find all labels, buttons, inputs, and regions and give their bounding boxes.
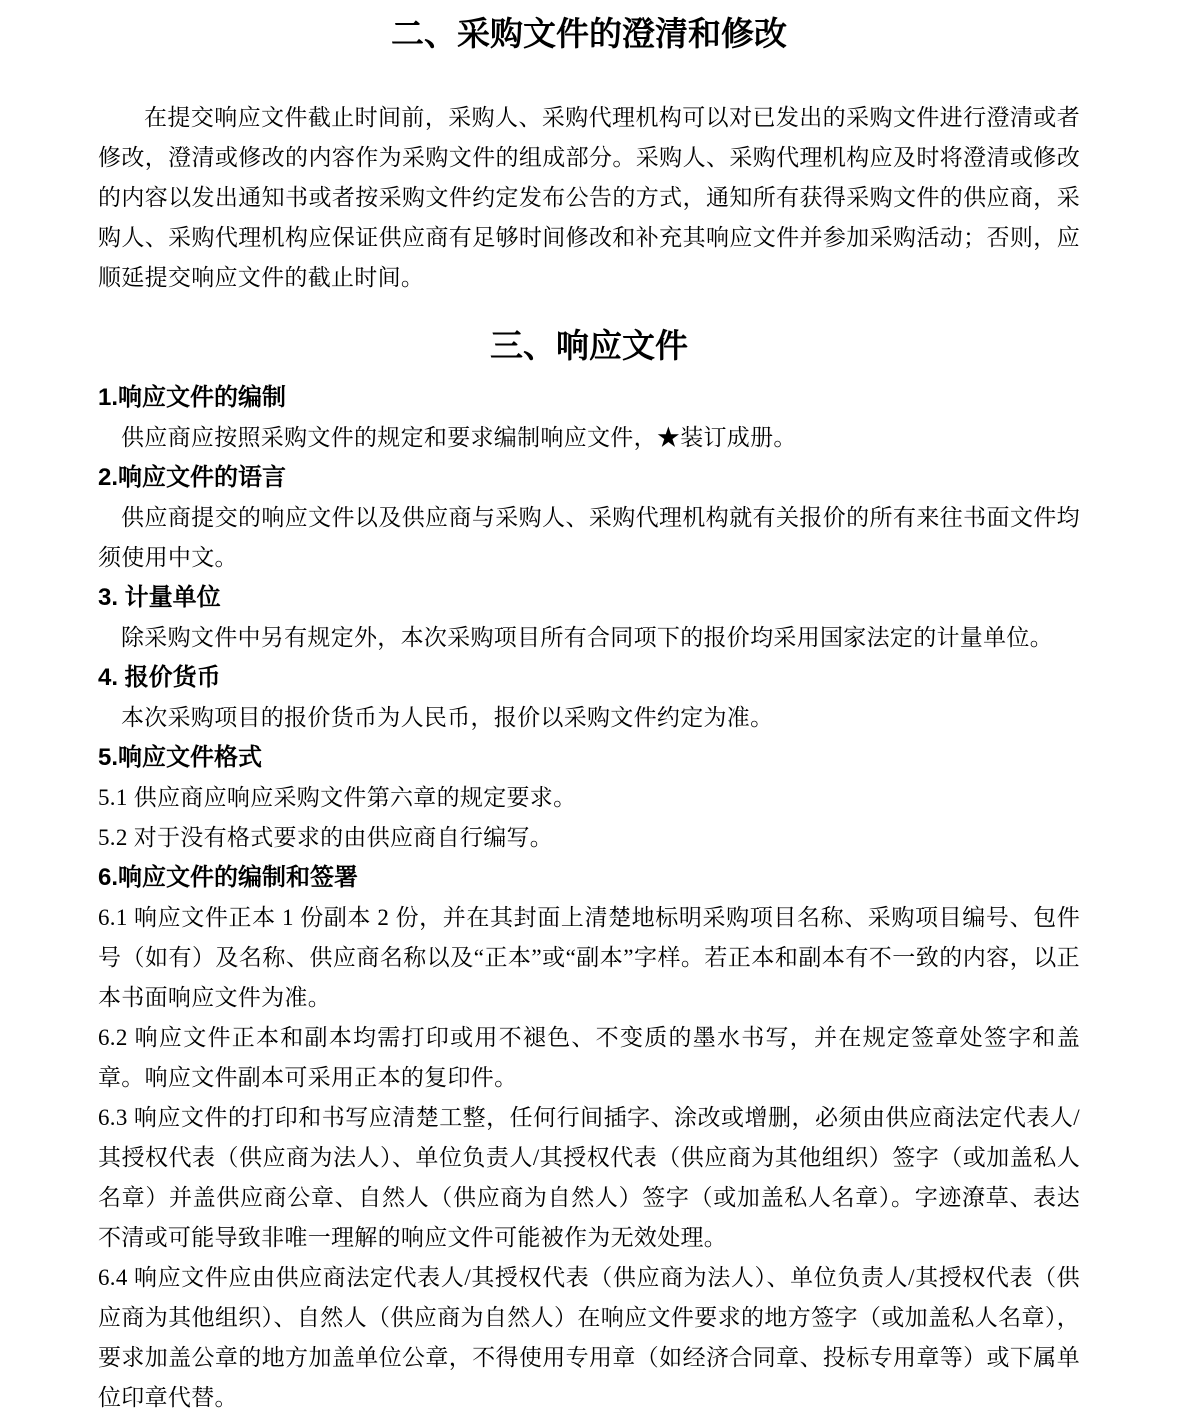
item-6-paragraph-6-1: 6.1 响应文件正本 1 份副本 2 份，并在其封面上清楚地标明采购项目名称、采购项目编号、包件号（如有）及名称、供应商名称以及“正本”或“副本”字样。若正本和副本有不一致的内容，以正本书面响应文件为准。 [98, 905, 1080, 1010]
item-5-paragraph-5-2: 5.2 对于没有格式要求的由供应商自行编写。 [98, 825, 554, 850]
item-6-paragraph-6-3: 6.3 响应文件的打印和书写应清楚工整，任何行间插字、涂改或增删，必须由供应商法定代表人/其授权代表（供应商为法人）、单位负责人/其授权代表（供应商为其他组织）签字（或加盖私人名章）并盖供应商公章、自然人（供应商为自然人）签字（或加盖私人名章）。字迹潦草、表达不清或可能导致非唯一理解的响应文件可能被作为无效处理。 [98, 1105, 1080, 1250]
section-clarification-title: 二、采购文件的澄清和修改 [391, 17, 787, 53]
section-clarification-paragraph: 在提交响应文件截止时间前，采购人、采购代理机构可以对已发出的采购文件进行澄清或者修改，澄清或修改的内容作为采购文件的组成部分。采购人、采购代理机构应及时将澄清或修改的内容以发出通知书或者按采购文件约定发布公告的方式，通知所有获得采购文件的供应商，采购人、采购代理机构应保证供应商有足够时间修改和补充其响应文件并参加采购活动；否则，应顺延提交响应文件的截止时间。 [98, 105, 1080, 290]
item-3-heading: 3. 计量单位 [98, 584, 221, 611]
section-response-title: 三、响应文件 [490, 329, 688, 365]
item-6-heading: 6.响应文件的编制和签署 [98, 864, 359, 891]
item-2-heading: 2.响应文件的语言 [98, 464, 287, 491]
item-4-paragraph: 本次采购项目的报价货币为人民币，报价以采购文件约定为准。 [121, 705, 774, 730]
item-4-heading: 4. 报价货币 [98, 664, 221, 691]
item-2-paragraph: 供应商提交的响应文件以及供应商与采购人、采购代理机构就有关报价的所有来往书面文件均须使用中文。 [98, 505, 1080, 570]
item-6-paragraph-6-4: 6.4 响应文件应由供应商法定代表人/其授权代表（供应商为法人）、单位负责人/其授权代表（供应商为其他组织）、自然人（供应商为自然人）在响应文件要求的地方签字（或加盖私人名章），要求加盖公章的地方加盖单位公章，不得使用专用章（如经济合同章、投标专用章等）或下属单位印章代替。 [98, 1265, 1080, 1410]
item-1-paragraph: 供应商应按照采购文件的规定和要求编制响应文件，★装订成册。 [121, 425, 797, 450]
item-5-paragraph-5-1: 5.1 供应商应响应采购文件第六章的规定要求。 [98, 785, 577, 810]
item-6-paragraph-6-2: 6.2 响应文件正本和副本均需打印或用不褪色、不变质的墨水书写，并在规定签章处签字和盖章。响应文件副本可采用正本的复印件。 [98, 1025, 1080, 1090]
item-1-heading: 1.响应文件的编制 [98, 384, 287, 411]
item-3-paragraph: 除采购文件中另有规定外，本次采购项目所有合同项下的报价均采用国家法定的计量单位。 [121, 625, 1053, 650]
item-5-heading: 5.响应文件格式 [98, 744, 263, 771]
